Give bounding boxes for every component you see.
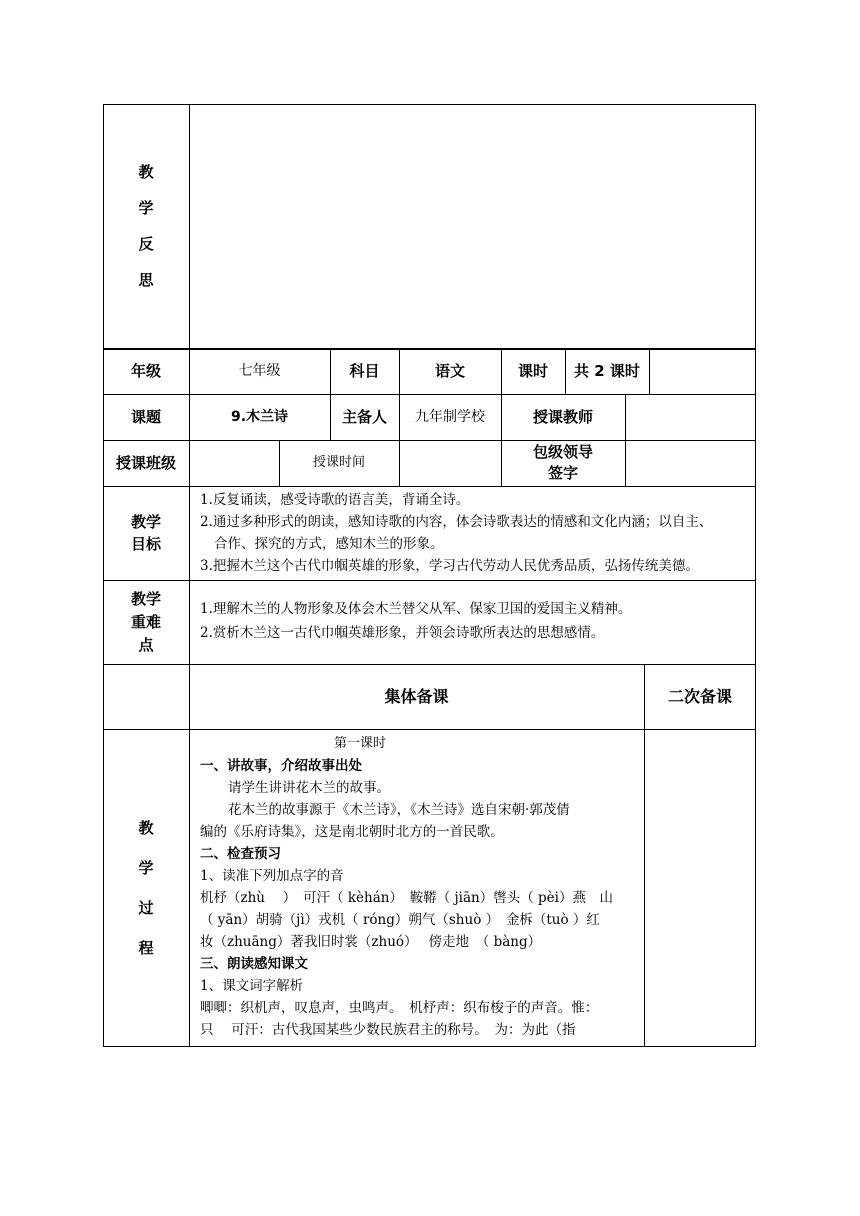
secondary-header: 二次备课: [667, 686, 732, 706]
section-heading: 一、讲故事，介绍故事出处: [200, 758, 362, 774]
reflection-content[interactable]: [189, 104, 756, 348]
leader-label-line: 签字: [547, 464, 578, 482]
goals-label-line: 目标: [130, 535, 161, 553]
keypoints-label: [103, 580, 189, 664]
keypoints-label-line: 点: [138, 635, 154, 654]
paragraph: 1、课文词字解析: [200, 978, 304, 994]
goal-item: 合作、探究的方式，感知木兰的形象。: [214, 536, 444, 552]
goal-item: 3.把握木兰这个古代巾帼英雄的形象，学习古代劳动人民优秀品质，弘扬传统美德。: [200, 558, 699, 574]
hours-label: 课时: [517, 362, 548, 380]
label-char: 思: [138, 271, 154, 289]
pronunciation-line: 机杼（zhù ） 可汗（ kèhán） 鞍鞯（ jiān）辔头（ pèi）燕 山: [200, 890, 613, 906]
label-char: 反: [138, 235, 154, 253]
label-char: 教: [138, 819, 154, 837]
label-char: 学: [138, 199, 154, 217]
header-blank: [103, 664, 189, 729]
paragraph: 1、读准下列加点字的音: [200, 868, 344, 884]
hours-value: 共 2 课时: [574, 362, 640, 380]
gloss-line: 只 可汗：古代我国某些少数民族君主的称号。 为：为此（指: [200, 1022, 576, 1038]
collective-header: 集体备课: [384, 686, 449, 706]
hours-extra[interactable]: [649, 348, 756, 394]
leader-label-line: 包级领导: [532, 443, 593, 461]
preparer-value: 九年制学校: [415, 409, 485, 425]
teacher-value[interactable]: [625, 394, 756, 440]
paragraph: 编的《乐府诗集》，这是南北朝时北方的一首民歌。: [200, 824, 504, 840]
pronunciation-line: （ yān）胡骑（jì）戎机（ róng）朔气（shuò ） 金柝（tuò ）红: [200, 912, 600, 928]
label-char: 教: [138, 163, 154, 181]
pronunciation-line: 妆（zhuāng）著我旧时裳（zhuó） 傍走地 （ bàng）: [200, 934, 542, 950]
gloss-line: 唧唧：织机声，叹息声，虫鸣声。 机杼声：织布梭子的声音。惟：: [200, 1000, 599, 1016]
paragraph: 请学生讲讲花木兰的故事。: [228, 780, 390, 796]
class-value[interactable]: [189, 440, 279, 486]
goals-label: [103, 486, 189, 580]
teacher-label: 授课教师: [532, 408, 593, 426]
reflection-label: [103, 104, 189, 348]
goals-label-line: 教学: [130, 513, 161, 531]
lesson-plan-table: [103, 104, 756, 1047]
grade-value: 七年级: [238, 363, 281, 379]
row-divider: [103, 580, 756, 581]
preparer-label: 主备人: [341, 408, 387, 426]
time-value[interactable]: [399, 440, 501, 486]
subject-label: 科目: [349, 362, 380, 380]
goal-item: 2.通过多种形式的朗读，感知诗歌的内容，体会诗歌表达的情感和文化内涵；以自主、: [200, 514, 713, 530]
section-heading: 二、检查预习: [200, 846, 281, 862]
keypoints-content: [200, 597, 756, 645]
label-char: 学: [138, 859, 154, 877]
class-label: 授课班级: [115, 454, 176, 472]
time-label: 授课时间: [312, 455, 365, 470]
paragraph: 花木兰的故事源于《木兰诗》，《木兰诗》选自宋朝·郭茂倩: [228, 802, 570, 818]
process-label: [103, 729, 189, 1047]
subject-value: 语文: [434, 362, 465, 380]
row-divider: [103, 486, 756, 487]
keypoint-item: 1.理解木兰的人物形象及体会木兰替父从军、保家卫国的爱国主义精神。: [200, 601, 632, 617]
keypoints-label-line: 重难: [130, 612, 161, 631]
section-heading: 三、朗读感知课文: [200, 956, 308, 972]
secondary-notes[interactable]: [644, 729, 756, 1047]
label-char: 过: [138, 899, 154, 917]
goal-item: 1.反复诵读，感受诗歌的语言美，背诵全诗。: [200, 492, 470, 508]
keypoints-label-line: 教学: [130, 589, 161, 608]
leader-label: [501, 440, 625, 486]
keypoint-item: 2.赏析木兰这一古代巾帼英雄形象，并领会诗歌所表达的思想感情。: [200, 625, 605, 641]
label-char: 程: [138, 939, 154, 957]
grade-label: 年级: [130, 362, 161, 380]
leader-signature[interactable]: [625, 440, 756, 486]
lesson-title: 第一课时: [334, 736, 387, 751]
topic-label: 课题: [130, 408, 161, 426]
process-content: [200, 733, 645, 1041]
topic-value: 9.木兰诗: [230, 409, 289, 425]
goals-content: [200, 489, 756, 577]
